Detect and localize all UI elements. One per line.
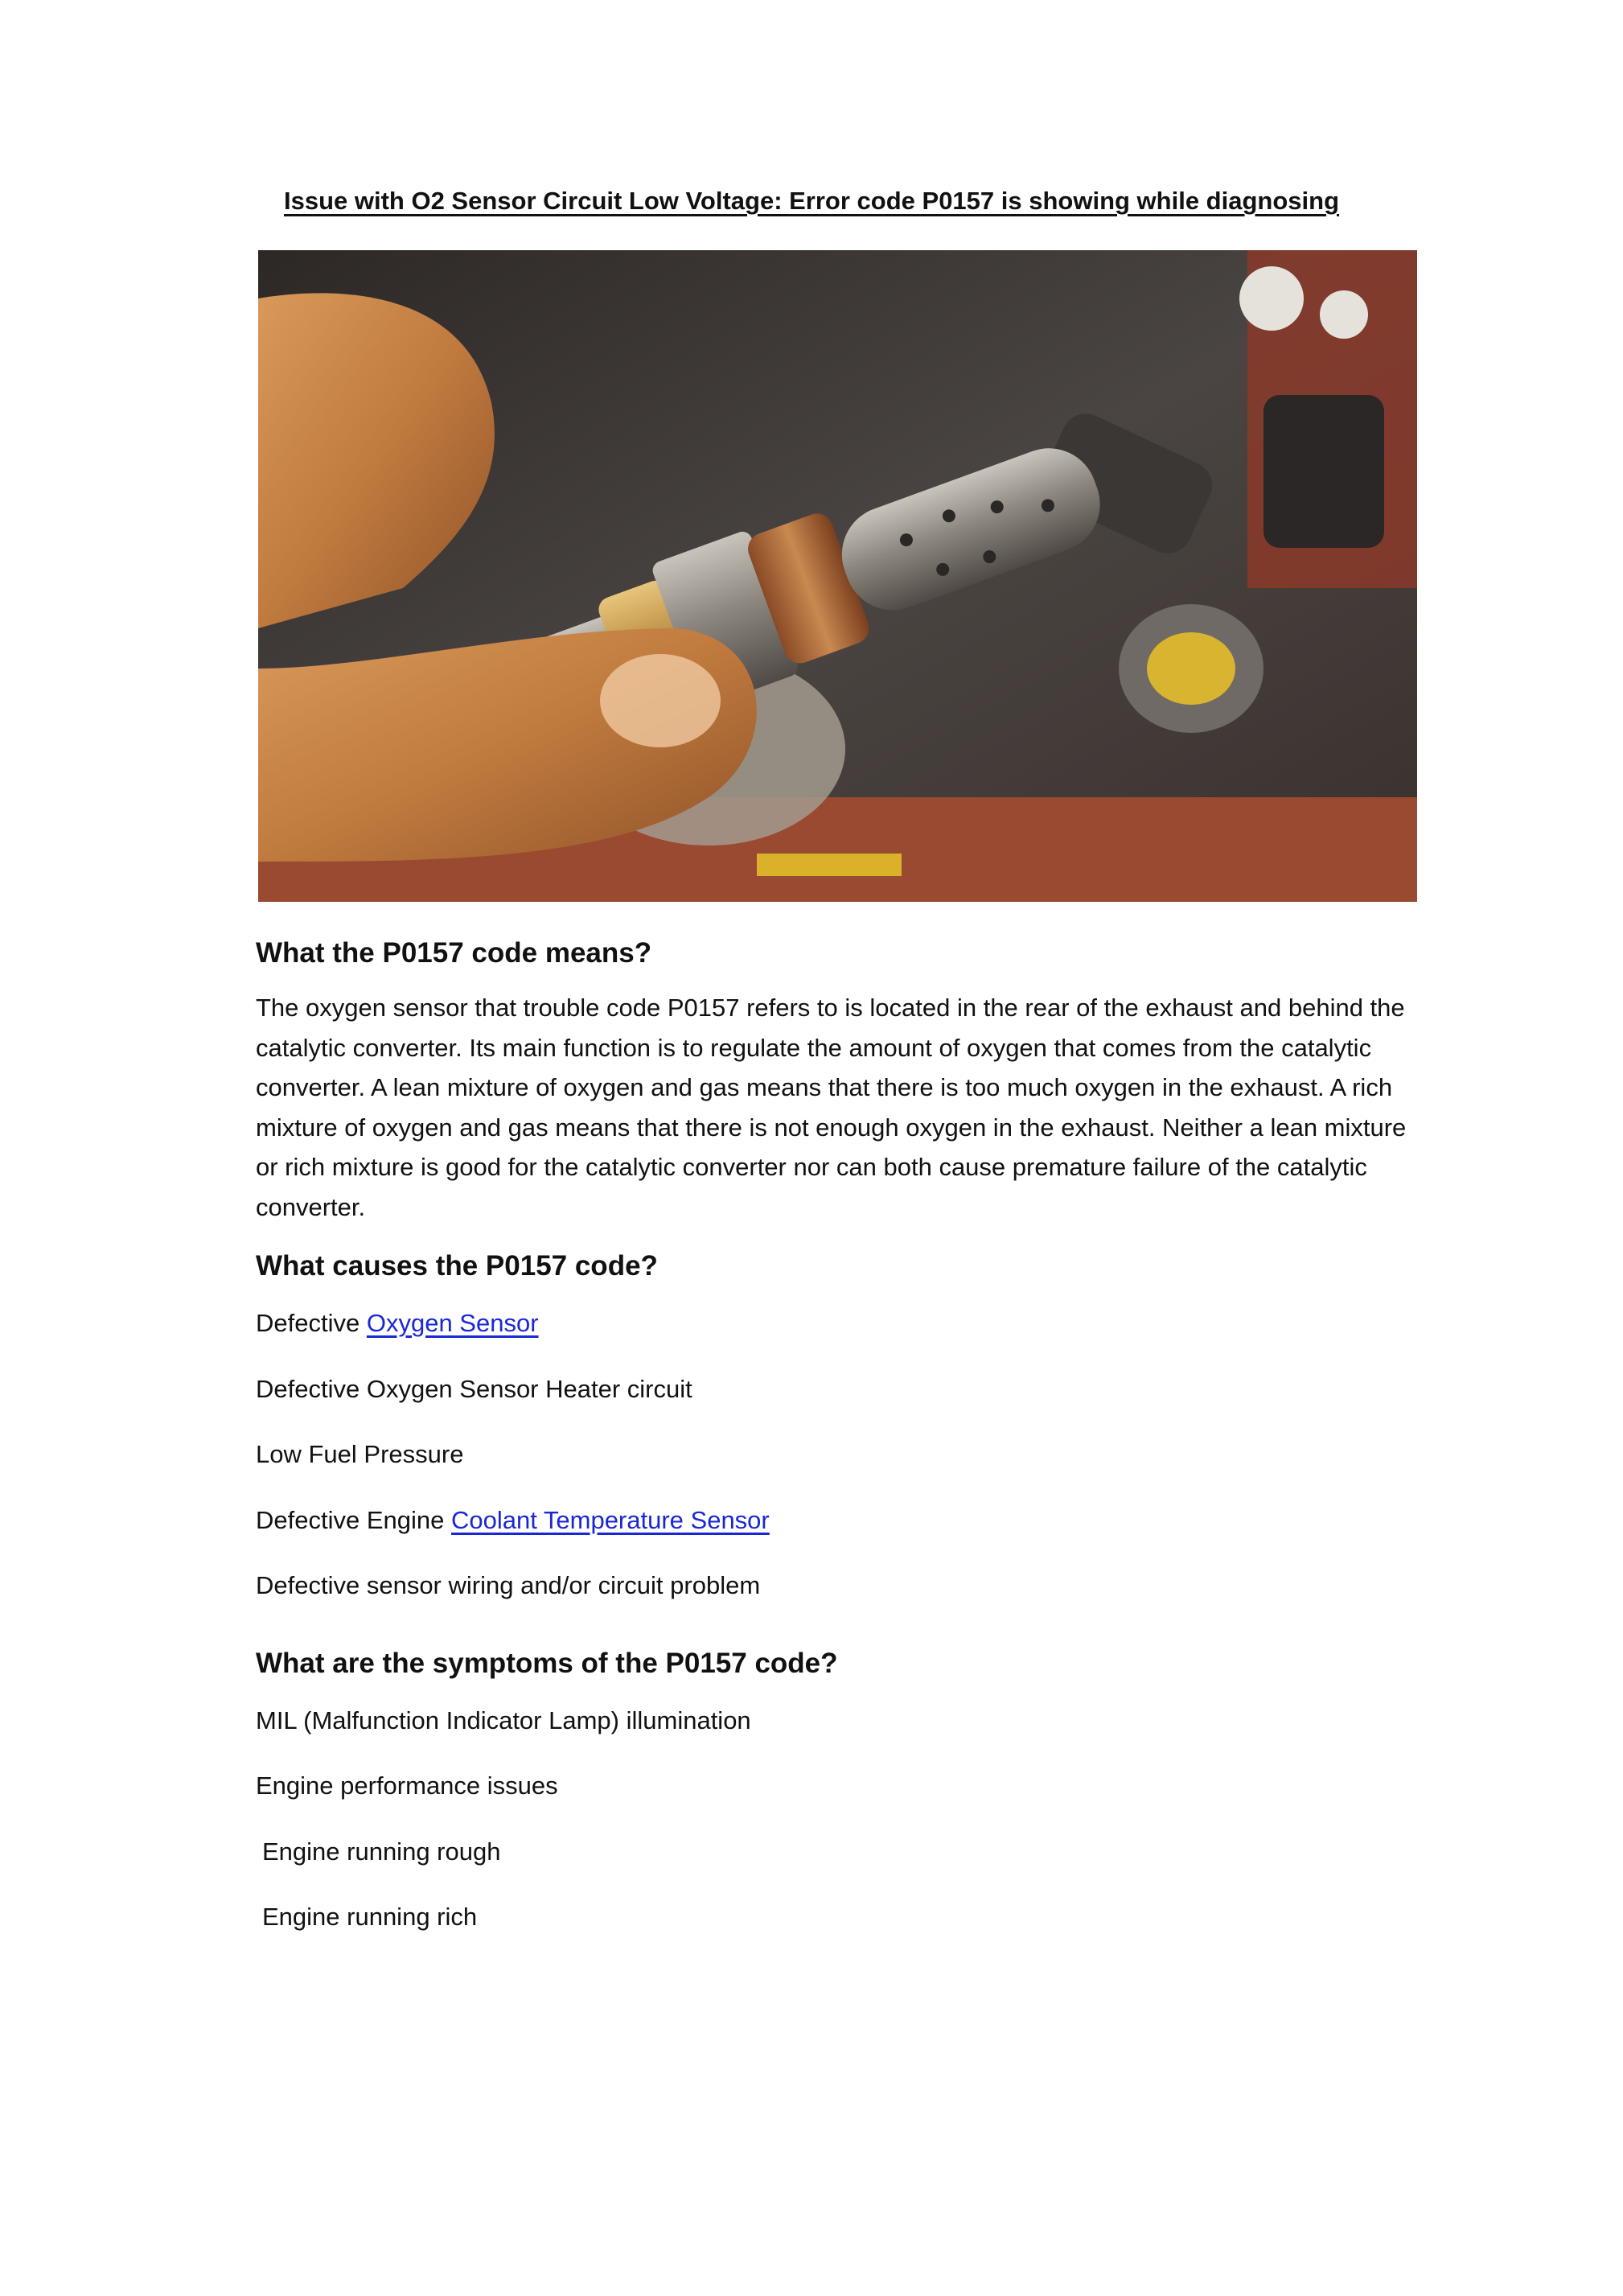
symptom-item-text: Engine running rich	[262, 1903, 478, 1931]
cause-item	[256, 1570, 1422, 1602]
oxygen-sensor-link[interactable]: Oxygen Sensor	[366, 1309, 539, 1337]
symptom-item	[256, 1705, 1422, 1737]
symptom-item-text: Engine performance issues	[256, 1771, 558, 1800]
section-heading-symptoms: What are the symptoms of the P0157 code?	[256, 1647, 838, 1679]
cause-item-text: Defective sensor wiring and/or circuit problem	[256, 1571, 761, 1599]
symptom-item	[256, 1901, 1422, 1933]
section-paragraph-meaning: The oxygen sensor that trouble code P0157 refers to is located in the rear of the exhaust and behind the catalytic converter. Its main function is to regulate the amount of oxygen that comes from the catalytic converter. A lean mixture of oxygen and gas means that there is too much oxygen in the exhaust. A rich mixture of oxygen and gas means that there is not enough oxygen in the exhaust. Neither a lean mixture or rich mixture is good for the catalytic converter nor can both cause premature failure of the catalytic converter.	[256, 994, 1407, 1221]
section-symptoms	[256, 1636, 1422, 1934]
cause-item	[256, 1504, 1422, 1537]
symptom-item-text: Engine running rough	[262, 1837, 501, 1866]
cause-item-text: Low Fuel Pressure	[256, 1440, 464, 1468]
oxygen-sensor-photo	[258, 250, 1417, 902]
symptom-item	[256, 1836, 1422, 1868]
section-heading-causes: What causes the P0157 code?	[256, 1250, 658, 1282]
coolant-temperature-sensor-link[interactable]: Coolant Temperature Sensor	[450, 1505, 770, 1534]
article-body	[256, 925, 1422, 1967]
cause-item-text: Defective Engine	[256, 1505, 451, 1534]
oxygen-sensor-illustration	[258, 250, 1417, 902]
symptom-item	[256, 1770, 1422, 1802]
cause-item	[256, 1373, 1422, 1405]
cause-item	[256, 1438, 1422, 1471]
document-title: Issue with O2 Sensor Circuit Low Voltage: Error code P0157 is showing while diagnosing	[283, 187, 1340, 215]
section-causes	[256, 1238, 1422, 1602]
section-meaning	[256, 925, 1422, 1227]
cause-item	[256, 1307, 1422, 1339]
cause-item-text: Defective Oxygen Sensor Heater circuit	[256, 1374, 692, 1403]
cause-item-text: Defective	[256, 1309, 367, 1337]
section-heading-meaning: What the P0157 code means?	[256, 937, 652, 969]
symptom-item-text: MIL (Malfunction Indicator Lamp) illumination	[256, 1706, 751, 1734]
